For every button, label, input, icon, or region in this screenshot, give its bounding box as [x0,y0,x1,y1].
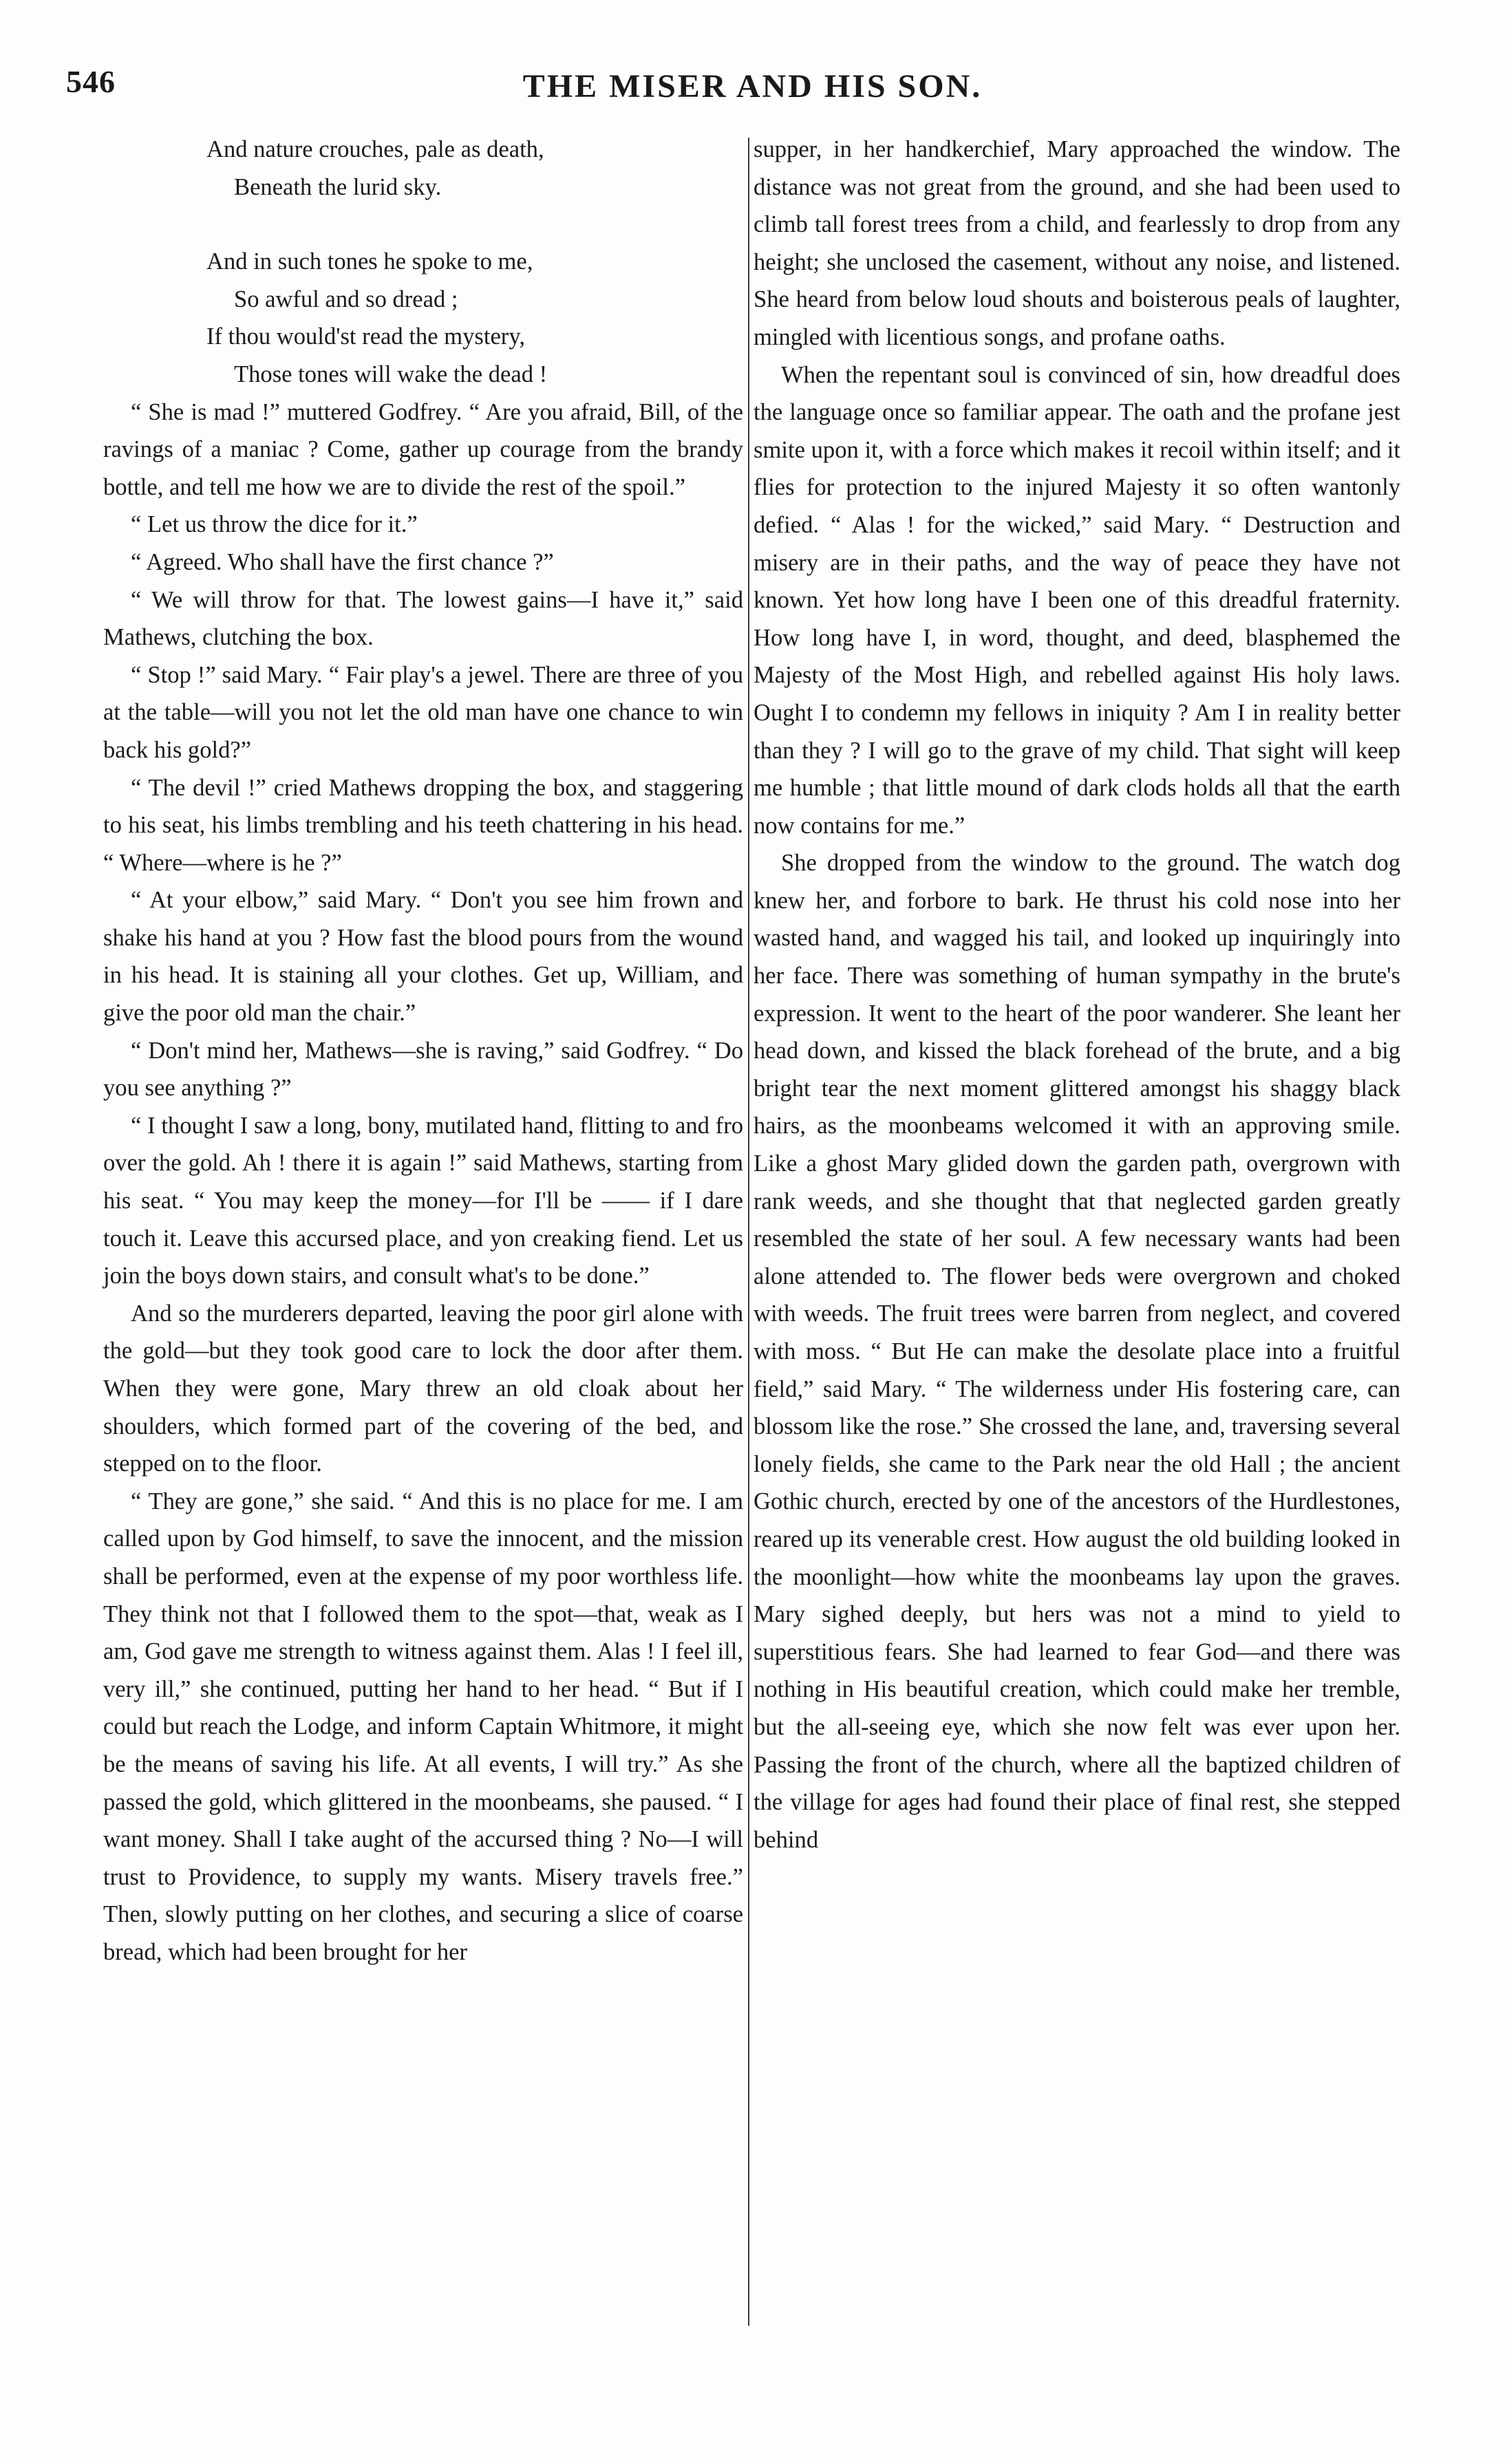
verse-stanza-2 [103,243,743,393]
stanza-gap [103,206,743,243]
verse-stanza-1 [103,131,743,206]
paragraph: “ Stop !” said Mary. “ Fair play's a jewel. There are three of you at the table—will you not let the old man have one chance to win back his gold?” [103,661,743,763]
running-head: THE MISER AND HIS SON. [522,68,983,105]
verse-line: So awful and so dread ; [234,286,458,312]
paragraph: “ Agreed. Who shall have the first chance ?” [131,548,554,575]
paragraph: supper, in her handkerchief, Mary approached the window. The distance was not great from the ground, and she had been used to climb tall forest trees from a child, and fearlessly to drop from any height; she unclosed the casement, without any noise, and listened. She heard from below loud shouts and boisterous peals of laughter, mingled with licentious songs, and profane oaths. [754,136,1400,350]
paragraph: “ I thought I saw a long, bony, mutilated hand, flitting to and fro over the gold. Ah ! there it is again !” said Mathews, starting from his seat. “ You may keep the money—for I'll be —— if I dare touch it. Leave this accursed place, and yon creaking fiend. Let us join the boys down stairs, and consult what's to be done.” [103,1112,743,1289]
paragraph: “ Let us throw the dice for it.” [131,511,418,538]
left-column [103,131,743,2381]
verse-line: And nature crouches, pale as death, [206,136,544,162]
verse-line: If thou would'st read the mystery, [206,323,526,350]
paragraph: “ We will throw for that. The lowest gains—I have it,” said Mathews, clutching the box. [103,586,743,651]
paragraph: “ She is mad !” muttered Godfrey. “ Are you afraid, Bill, of the ravings of a maniac ? Come, gather up courage from the brandy bottle, and tell me how we are to divide the rest of the spoil.” [103,398,743,500]
paragraph: She dropped from the window to the ground. The watch dog knew her, and forbore to bark. He thrust his cold nose into her wasted hand, and wagged his tail, and looked up inquiringly into her face. There was something of human sympathy in the brute's expression. It went to the heart of the poor wanderer. She leant her head down, and kissed the black forehead of the brute, and a big bright tear the next moment glittered amongst his shaggy black hairs, as the moonbeams welcomed it with an approving smile. Like a ghost Mary glided down the garden path, overgrown with rank weeds, and she thought that that neglected garden greatly resembled the state of her soul. A few necessary wants had been alone attended to. The flower beds were overgrown and choked with weeds. The fruit trees were barren from neglect, and covered with moss. “ But He can make the desolate place into a fruitful field,” said Mary. “ The wilderness under His fostering care, can blossom like the rose.” She crossed the lane, and, traversing several lonely fields, she came to the Park near the old Hall ; the ancient Gothic church, erected by one of the ancestors of the Hurdlestones, reared up its venerable crest. How august the old building looked in the moonlight—how white the moonbeams lay upon the graves. Mary sighed deeply, but hers was not a mind to yield to superstitious fears. She had learned to fear God—and there was nothing in His beautiful creation, which could make her tremble, but the all-seeing eye, which she now felt was ever upon her. Passing the front of the church, where all the baptized children of the village for ages had found their place of final rest, she stepped behind [754,850,1400,1853]
paragraph: “ At your elbow,” said Mary. “ Don't you see him frown and shake his hand at you ? How fast the blood pours from the wound in his head. It is staining all your clothes. Get up, William, and give the poor old man the chair.” [103,887,743,1027]
verse-line: And in such tones he spoke to me, [206,248,533,275]
right-column [754,131,1400,2381]
paragraph: “ Don't mind her, Mathews—she is raving,” said Godfrey. “ Do you see anything ?” [103,1037,743,1102]
verse-line: Beneath the lurid sky. [234,173,442,200]
paragraph: And so the murderers departed, leaving the poor girl alone with the gold—but they took good care to lock the door after them. When they were gone, Mary threw an old cloak about her shoulders, which formed part of the covering of the bed, and stepped on to the floor. [103,1300,743,1477]
page-number: 546 [66,64,116,99]
paragraph: “ They are gone,” she said. “ And this is no place for me. I am called upon by God himself, to save the innocent, and the mission shall be performed, even at the expense of my poor worthless life. They think not that I followed them to the spot—that, weak as I am, God gave me strength to witness against them. Alas ! I feel ill, very ill,” she continued, putting her hand to her head. “ But if I could but reach the Lodge, and inform Captain Whitmore, it might be the means of saving his life. At all events, I will try.” As she passed the gold, which glittered in the moonbeams, she paused. “ I want money. Shall I take aught of the accursed thing ? No—I will trust to Providence, to supply my wants. Misery travels free.” Then, slowly putting on her clothes, and securing a slice of coarse bread, which had been brought for her [103,1488,743,1965]
column-divider [748,138,749,2326]
paragraph: “ The devil !” cried Mathews dropping the box, and staggering to his seat, his limbs trembling and his teeth chattering in his head. “ Where—where is he ?” [103,774,743,876]
paragraph: When the repentant soul is convinced of sin, how dreadful does the language once so familiar appear. The oath and the profane jest smite upon it, with a force which makes it recoil within itself; and it flies for protection to the injured Majesty it so often wantonly defied. “ Alas ! for the wicked,” said Mary. “ Destruction and misery are in their paths, and the way of peace they have not known. Yet how long have I been one of this dreadful fraternity. How long have I, in word, thought, and deed, blasphemed the Majesty of the Most High, and rebelled against His holy laws. Ought I to condemn my fellows in iniquity ? Am I in reality better than they ? I will go to the grave of my child. That sight will keep me humble ; that little mound of dark clods holds all that the earth now contains for me.” [754,361,1400,839]
verse-line: Those tones will wake the dead ! [234,361,548,387]
